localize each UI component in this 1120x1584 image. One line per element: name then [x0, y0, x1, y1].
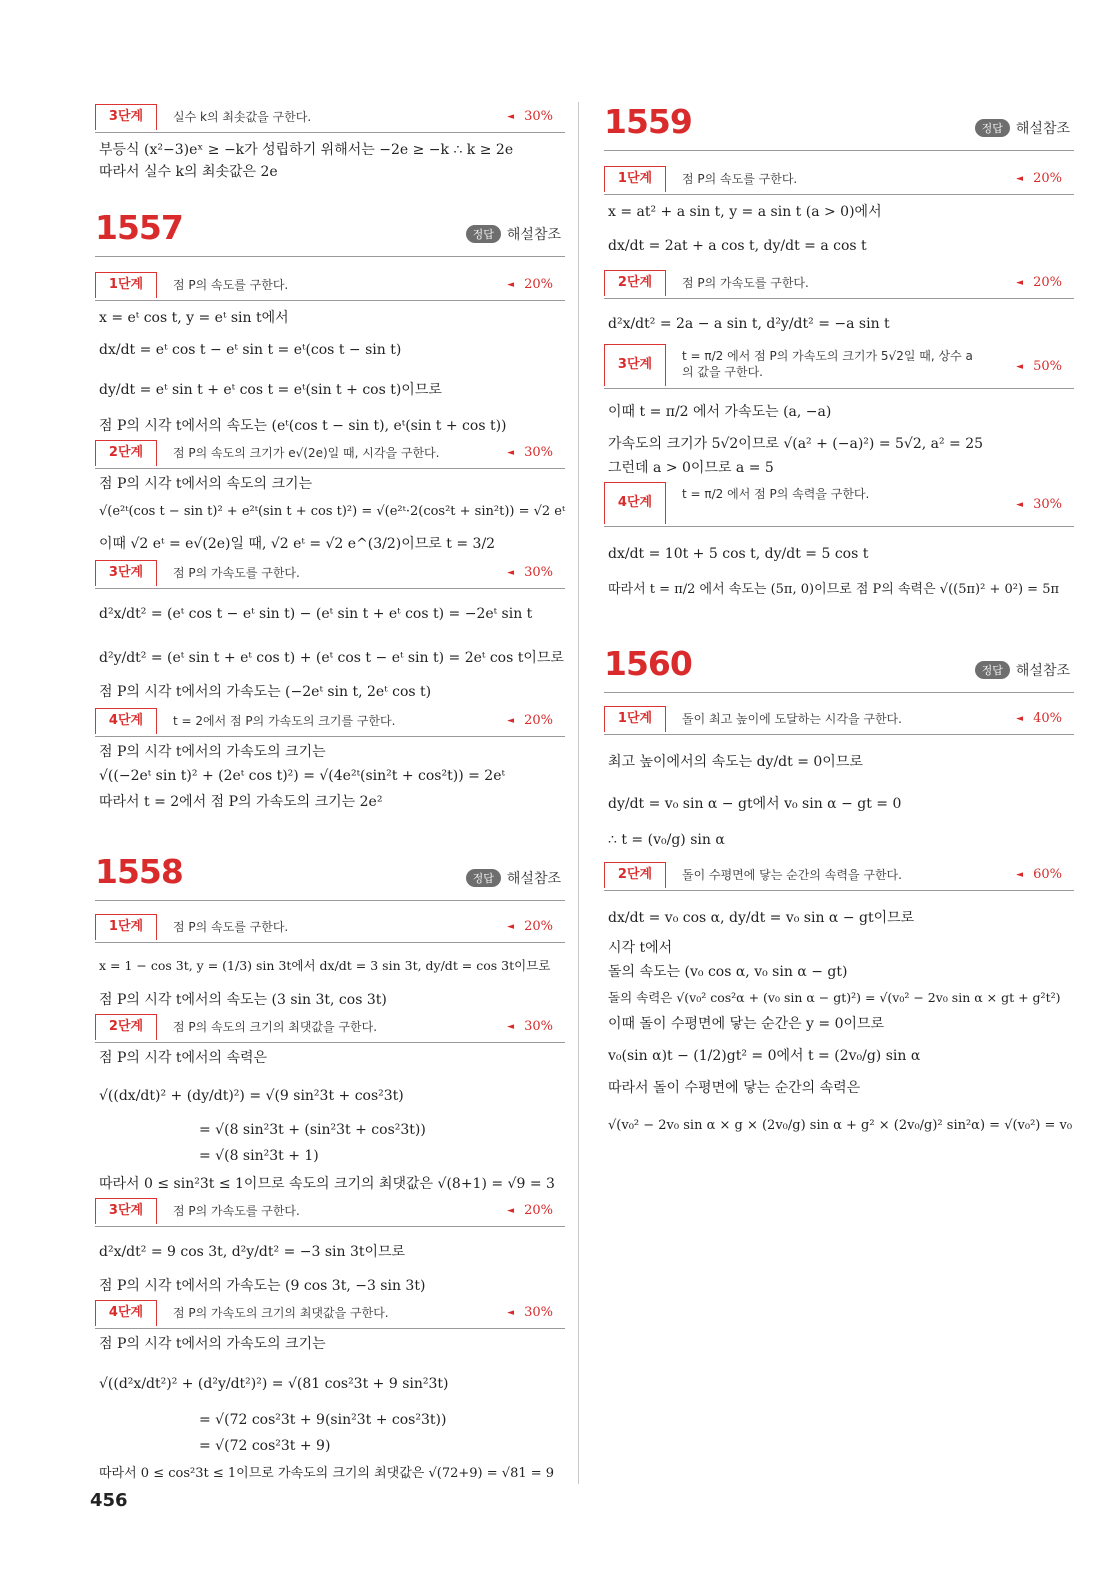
solution-line: d²x/dt² = 2a − a sin t, d²y/dt² = −a sin t — [608, 316, 890, 332]
step-badge: 1단계 — [604, 166, 666, 192]
step-title: t = π/2 에서 점 P의 가속도의 크기가 5√2일 때, 상수 a의 값을 구한다. — [682, 349, 973, 379]
solution-line: = √(8 sin²3t + (sin²3t + cos²3t)) — [199, 1122, 426, 1138]
step-badge: 3단계 — [95, 104, 157, 130]
step-title: 점 P의 속도를 구한다. — [173, 278, 289, 292]
solution-line: x = eᵗ cos t, y = eᵗ sin t에서 — [99, 310, 289, 326]
step-badge: 3단계 — [95, 560, 157, 586]
solution-line: dx/dt = eᵗ cos t − eᵗ sin t = eᵗ(cos t − sin t) — [99, 342, 402, 358]
solution-line: 따라서 t = 2에서 점 P의 가속도의 크기는 2e² — [99, 794, 383, 810]
solution-line: 따라서 0 ≤ sin²3t ≤ 1이므로 속도의 크기의 최댓값은 √(8+1) = √9 = 3 — [99, 1176, 555, 1192]
step-title: 점 P의 속도의 크기가 e√(2e)일 때, 시각을 구한다. — [173, 446, 440, 460]
step-header — [95, 104, 565, 133]
step-percent: ◄ 20% — [507, 713, 553, 728]
step-percent: ◄ 20% — [1016, 171, 1062, 186]
step-percent: ◄ 20% — [507, 1203, 553, 1218]
step-title: t = 2에서 점 P의 가속도의 크기를 구한다. — [173, 714, 396, 728]
step-header — [604, 166, 1074, 195]
step-percent: ◄ 50% — [1016, 359, 1062, 374]
step-badge: 4단계 — [604, 482, 666, 524]
step-title: 점 P의 가속도를 구한다. — [682, 276, 809, 290]
problem-number: 1558 — [95, 852, 183, 891]
answer-tag: 정답 — [466, 225, 501, 243]
step-header — [95, 914, 565, 943]
step-title: 점 P의 가속도를 구한다. — [173, 566, 300, 580]
solution-line: 최고 높이에서의 속도는 dy/dt = 0이므로 — [608, 754, 863, 770]
step-badge: 1단계 — [95, 914, 157, 940]
answer-label — [466, 868, 561, 888]
solution-line: x = at² + a sin t, y = a sin t (a > 0)에서 — [608, 204, 882, 220]
solution-line: 이때 t = π/2 에서 가속도는 (a, −a) — [608, 404, 832, 420]
step-header — [604, 344, 1074, 389]
step-percent: ◄ 40% — [1016, 711, 1062, 726]
step-badge: 2단계 — [95, 440, 157, 466]
answer-label — [975, 118, 1070, 138]
step-header — [95, 1198, 565, 1227]
step-badge: 3단계 — [604, 344, 666, 386]
solution-line: dx/dt = v₀ cos α, dy/dt = v₀ sin α − gt이므로 — [608, 910, 915, 926]
solution-line: 따라서 돌이 수평면에 닿는 순간의 속력은 — [608, 1080, 861, 1096]
column-divider — [578, 102, 579, 1484]
solution-line: dx/dt = 2at + a cos t, dy/dt = a cos t — [608, 238, 867, 254]
solution-line: 따라서 실수 k의 최솟값은 2e — [99, 164, 278, 180]
step-title: 점 P의 속도의 크기의 최댓값을 구한다. — [173, 1020, 378, 1034]
solution-line: 점 P의 시각 t에서의 가속도는 (9 cos 3t, −3 sin 3t) — [99, 1278, 426, 1294]
step-header — [95, 440, 565, 469]
step-header — [95, 272, 565, 301]
solution-line: 따라서 t = π/2 에서 속도는 (5π, 0)이므로 점 P의 속력은 √((5π)² + 0²) = 5π — [608, 582, 1060, 597]
solution-line: √((−2eᵗ sin t)² + (2eᵗ cos t)²) = √(4e²ᵗ(sin²t + cos²t)) = 2eᵗ — [99, 768, 505, 784]
step-header — [604, 482, 1074, 527]
answer-text: 해설참조 — [506, 871, 561, 887]
solution-line: 따라서 0 ≤ cos²3t ≤ 1이므로 가속도의 크기의 최댓값은 √(72+9) = √81 = 9 — [99, 1466, 555, 1481]
step-header — [95, 1014, 565, 1043]
solution-line: 점 P의 시각 t에서의 가속도의 크기는 — [99, 1336, 326, 1352]
solution-line: d²x/dt² = 9 cos 3t, d²y/dt² = −3 sin 3t이므로 — [99, 1244, 406, 1260]
step-title: t = π/2 에서 점 P의 속력을 구한다. — [682, 487, 870, 501]
solution-line: 점 P의 시각 t에서의 속도의 크기는 — [99, 476, 313, 492]
answer-tag: 정답 — [975, 661, 1010, 679]
step-percent: ◄ 60% — [1016, 867, 1062, 882]
problem-header-1559 — [604, 102, 1074, 151]
step-badge: 1단계 — [95, 272, 157, 298]
step-percent: ◄ 30% — [507, 1305, 553, 1320]
step-badge: 1단계 — [604, 706, 666, 732]
step-percent: ◄ 30% — [507, 565, 553, 580]
problem-number: 1560 — [604, 644, 692, 683]
step-badge: 4단계 — [95, 1300, 157, 1326]
answer-text: 해설참조 — [1015, 663, 1070, 679]
answer-label — [975, 660, 1070, 680]
solution-line: x = 1 − cos 3t, y = (1/3) sin 3t에서 dx/dt = 3 sin 3t, dy/dt = cos 3t이므로 — [99, 958, 551, 973]
solution-line: = √(72 cos²3t + 9(sin²3t + cos²3t)) — [199, 1412, 447, 1428]
problem-header-1557 — [95, 208, 565, 257]
step-percent: ◄ 30% — [507, 109, 553, 124]
step-badge: 4단계 — [95, 708, 157, 734]
solution-line: √(e²ᵗ(cos t − sin t)² + e²ᵗ(sin t + cos t)²) = √(e²ᵗ·2(cos²t + sin²t)) = √2 eᵗ — [99, 504, 566, 519]
step-badge: 3단계 — [95, 1198, 157, 1224]
step-percent: ◄ 30% — [507, 1019, 553, 1034]
solution-line: ∴ t = (v₀/g) sin α — [608, 832, 725, 848]
solution-line: = √(8 sin²3t + 1) — [199, 1148, 319, 1164]
solution-line: dy/dt = v₀ sin α − gt에서 v₀ sin α − gt = 0 — [608, 796, 902, 812]
step-title: 점 P의 가속도의 크기의 최댓값을 구한다. — [173, 1306, 389, 1320]
solution-line: √(v₀² − 2v₀ sin α × g × (2v₀/g) sin α + g² × (2v₀/g)² sin²α) = √(v₀²) = v₀ — [608, 1118, 1073, 1133]
solution-line: 점 P의 시각 t에서의 속도는 (3 sin 3t, cos 3t) — [99, 992, 387, 1008]
answer-label — [466, 224, 561, 244]
step-percent: ◄ 30% — [507, 445, 553, 460]
step-title: 점 P의 가속도를 구한다. — [173, 1204, 300, 1218]
step-title: 돌이 최고 높이에 도달하는 시각을 구한다. — [682, 712, 902, 726]
solution-line: dy/dt = eᵗ sin t + eᵗ cos t = eᵗ(sin t + cos t)이므로 — [99, 382, 442, 398]
step-percent: ◄ 20% — [1016, 275, 1062, 290]
problem-number: 1557 — [95, 208, 183, 247]
problem-header-1558 — [95, 852, 565, 901]
solution-line: 점 P의 시각 t에서의 속력은 — [99, 1050, 268, 1066]
page-number: 456 — [90, 1490, 128, 1511]
answer-tag: 정답 — [975, 119, 1010, 137]
solution-line: 가속도의 크기가 5√2이므로 √(a² + (−a)²) = 5√2, a² = 25 — [608, 436, 984, 452]
solution-line: d²y/dt² = (eᵗ sin t + eᵗ cos t) + (eᵗ cos t − eᵗ sin t) = 2eᵗ cos t이므로 — [99, 650, 564, 666]
solution-line: d²x/dt² = (eᵗ cos t − eᵗ sin t) − (eᵗ sin t + eᵗ cos t) = −2eᵗ sin t — [99, 606, 533, 622]
solution-line: 그런데 a > 0이므로 a = 5 — [608, 460, 774, 476]
problem-number: 1559 — [604, 102, 692, 141]
step-header — [95, 560, 565, 589]
solution-line: dx/dt = 10t + 5 cos t, dy/dt = 5 cos t — [608, 546, 869, 562]
answer-text: 해설참조 — [1015, 121, 1070, 137]
step-header — [604, 862, 1074, 891]
step-header — [95, 708, 565, 737]
answer-text: 해설참조 — [506, 227, 561, 243]
solution-line: 이때 돌이 수평면에 닿는 순간은 y = 0이므로 — [608, 1016, 885, 1032]
solution-line: = √(72 cos²3t + 9) — [199, 1438, 331, 1454]
solution-line: 돌의 속력은 √(v₀² cos²α + (v₀ sin α − gt)²) = √(v₀² − 2v₀ sin α × gt + g²t²) — [608, 990, 1061, 1005]
answer-tag: 정답 — [466, 869, 501, 887]
step-title: 점 P의 속도를 구한다. — [173, 920, 289, 934]
step-header — [604, 270, 1074, 299]
solution-line: 돌의 속도는 (v₀ cos α, v₀ sin α − gt) — [608, 964, 848, 980]
solution-line: 점 P의 시각 t에서의 가속도의 크기는 — [99, 744, 326, 760]
solution-line: 시각 t에서 — [608, 940, 673, 956]
solution-line: v₀(sin α)t − (1/2)gt² = 0에서 t = (2v₀/g) sin α — [608, 1048, 921, 1064]
solution-line: 점 P의 시각 t에서의 속도는 (eᵗ(cos t − sin t), eᵗ(sin t + cos t)) — [99, 418, 507, 434]
solution-line: √((d²x/dt²)² + (d²y/dt²)²) = √(81 cos²3t + 9 sin²3t) — [99, 1376, 449, 1392]
step-percent: ◄ 30% — [1016, 497, 1062, 512]
step-title: 점 P의 속도를 구한다. — [682, 172, 798, 186]
solution-line: 이때 √2 eᵗ = e√(2e)일 때, √2 eᵗ = √2 e^(3/2)이므로 t = 3/2 — [99, 536, 496, 552]
step-badge: 2단계 — [604, 862, 666, 888]
step-header — [95, 1300, 565, 1329]
solution-line: 부등식 (x²−3)eˣ ≥ −k가 성립하기 위해서는 −2e ≥ −k ∴ k ≥ 2e — [99, 142, 514, 158]
step-header — [604, 706, 1074, 735]
problem-header-1560 — [604, 644, 1074, 693]
step-badge: 2단계 — [604, 270, 666, 296]
step-percent: ◄ 20% — [507, 277, 553, 292]
step-title: 실수 k의 최솟값을 구한다. — [173, 110, 312, 124]
step-badge: 2단계 — [95, 1014, 157, 1040]
solution-line: 점 P의 시각 t에서의 가속도는 (−2eᵗ sin t, 2eᵗ cos t) — [99, 684, 432, 700]
step-percent: ◄ 20% — [507, 919, 553, 934]
solution-line: √((dx/dt)² + (dy/dt)²) = √(9 sin²3t + cos²3t) — [99, 1088, 404, 1104]
step-title: 돌이 수평면에 닿는 순간의 속력을 구한다. — [682, 868, 902, 882]
